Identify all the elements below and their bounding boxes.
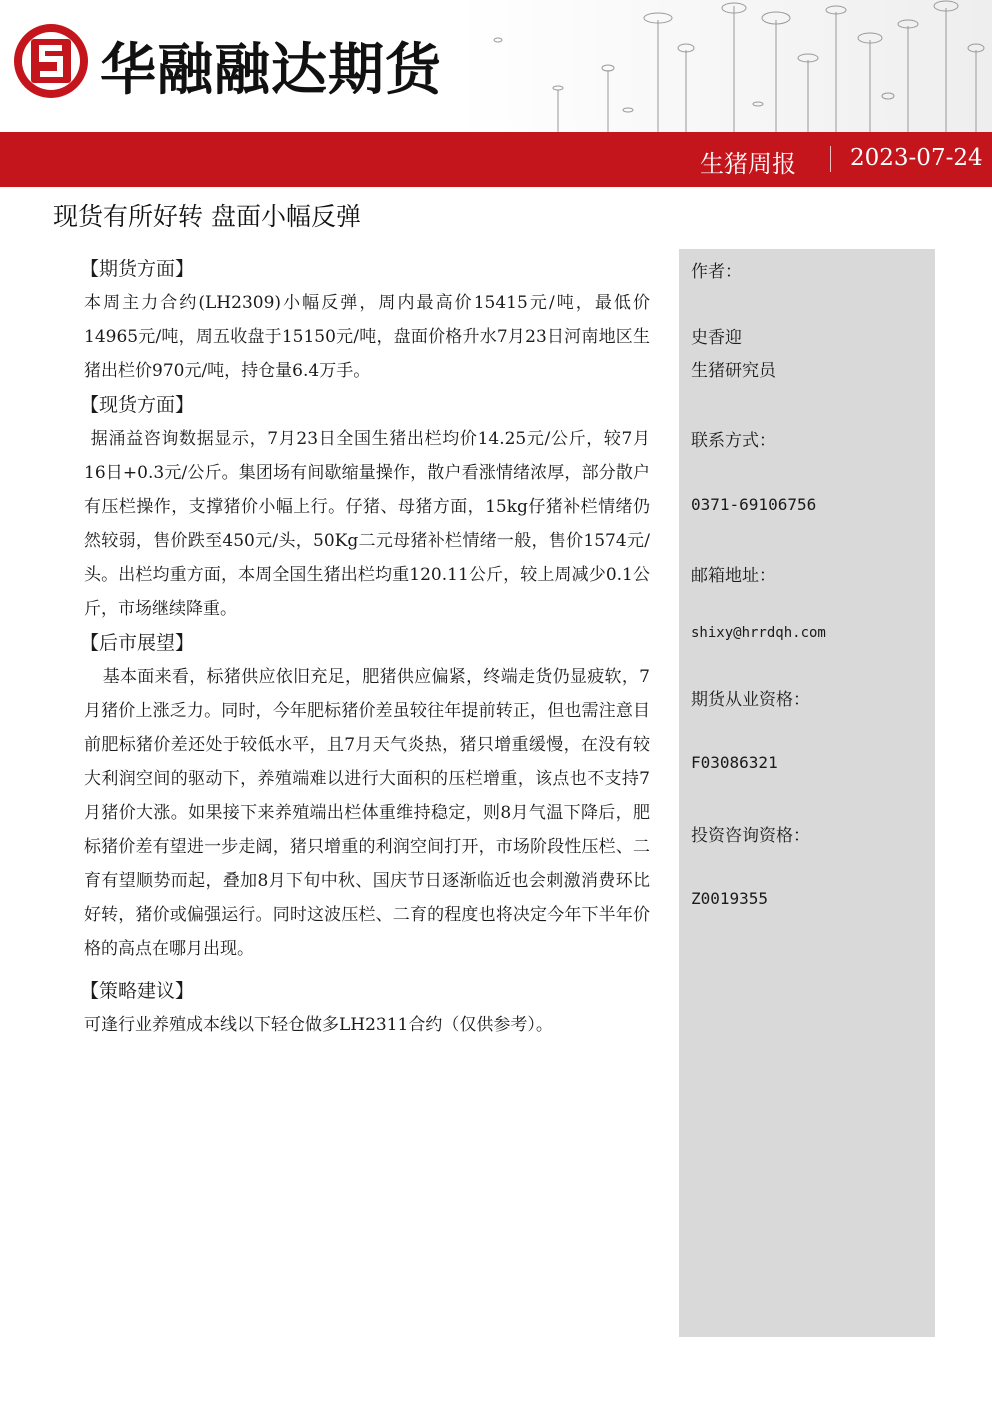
email-label: 邮箱地址：: [691, 566, 776, 586]
section-text-outlook: 基本面来看，标猪供应依旧充足，肥猪供应偏紧，终端走货仍显疲软，7月猪价上涨乏力。同时，今年肥标猪价差虽较往年提前转正，但也需注意目前肥标猪价差还处于较低水平，且7月天气炎热，猪只增重缓慢，在没有较大利润空间的驱动下，养殖端难以进行大面积的压栏增重，该点也不支持7月猪价大涨。如果接下来养殖端出栏体重维持稳定，则8月气温下降后，肥标猪价差有望进一步走阔，猪只增重的利润空间打开，市场阶段性压栏、二育有望顺势而起，叠加8月下旬中秋、国庆节日逐渐临近也会刺激消费环比好转，猪价或偏强运行。同时这波压栏、二育的程度也将决定今年下半年价格的高点在哪月出现。: [84, 667, 650, 959]
author-role: 生猪研究员: [691, 361, 776, 381]
report-header: [0, 0, 992, 132]
report-type: 生猪周报: [700, 150, 796, 178]
section-heading-outlook: 【后市展望】: [80, 632, 195, 654]
section-heading-strategy: 【策略建议】: [80, 980, 195, 1002]
company-name: 华融融达期货: [100, 38, 442, 103]
author-label: 作者：: [691, 262, 742, 282]
author-name: 史香迎: [691, 328, 742, 348]
company-logo-icon: [12, 22, 90, 100]
decorative-pattern: [458, 0, 992, 132]
author-sidebar: [679, 249, 935, 1337]
section-heading-spot: 【现货方面】: [80, 394, 195, 416]
contact-phone: 0371-69106756: [691, 495, 817, 514]
section-spacer: [84, 966, 650, 974]
report-date: 2023-07-24: [850, 145, 983, 171]
futures-qualification-number: F03086321: [691, 753, 778, 772]
report-body: [80, 252, 650, 1042]
email-address[interactable]: shixy@hrrdqh.com: [691, 625, 826, 641]
section-text-futures: 本周主力合约(LH2309)小幅反弹，周内最高价15415元/吨，最低价14965元/吨，周五收盘于15150元/吨，盘面价格升水7月23日河南地区生猪出栏价970元/吨，持仓量6.4万手。: [84, 293, 650, 381]
investment-qualification-number: Z0019355: [691, 889, 769, 908]
contact-label: 联系方式：: [691, 431, 776, 451]
investment-qualification-label: 投资咨询资格：: [691, 826, 810, 846]
report-banner: [0, 132, 992, 187]
section-text-strategy: 可逢行业养殖成本线以下轻仓做多LH2311合约（仅供参考）。: [84, 1015, 553, 1035]
banner-divider: [830, 146, 831, 172]
report-title: 现货有所好转 盘面小幅反弹: [53, 202, 361, 231]
section-heading-futures: 【期货方面】: [80, 258, 195, 280]
section-text-spot: 据涌益咨询数据显示，7月23日全国生猪出栏均价14.25元/公斤，较7月16日+0.3元/公斤。集团场有间歇缩量操作，散户看涨情绪浓厚，部分散户有压栏操作，支撑猪价小幅上行。仔猪、母猪方面，15kg仔猪补栏情绪仍然较弱，售价跌至450元/头，50Kg二元母猪补栏情绪一般，售价1574元/头。出栏均重方面，本周全国生猪出栏均重120.11公斤，较上周减少0.1公斤，市场继续降重。: [84, 429, 650, 619]
futures-qualification-label: 期货从业资格：: [691, 690, 810, 710]
